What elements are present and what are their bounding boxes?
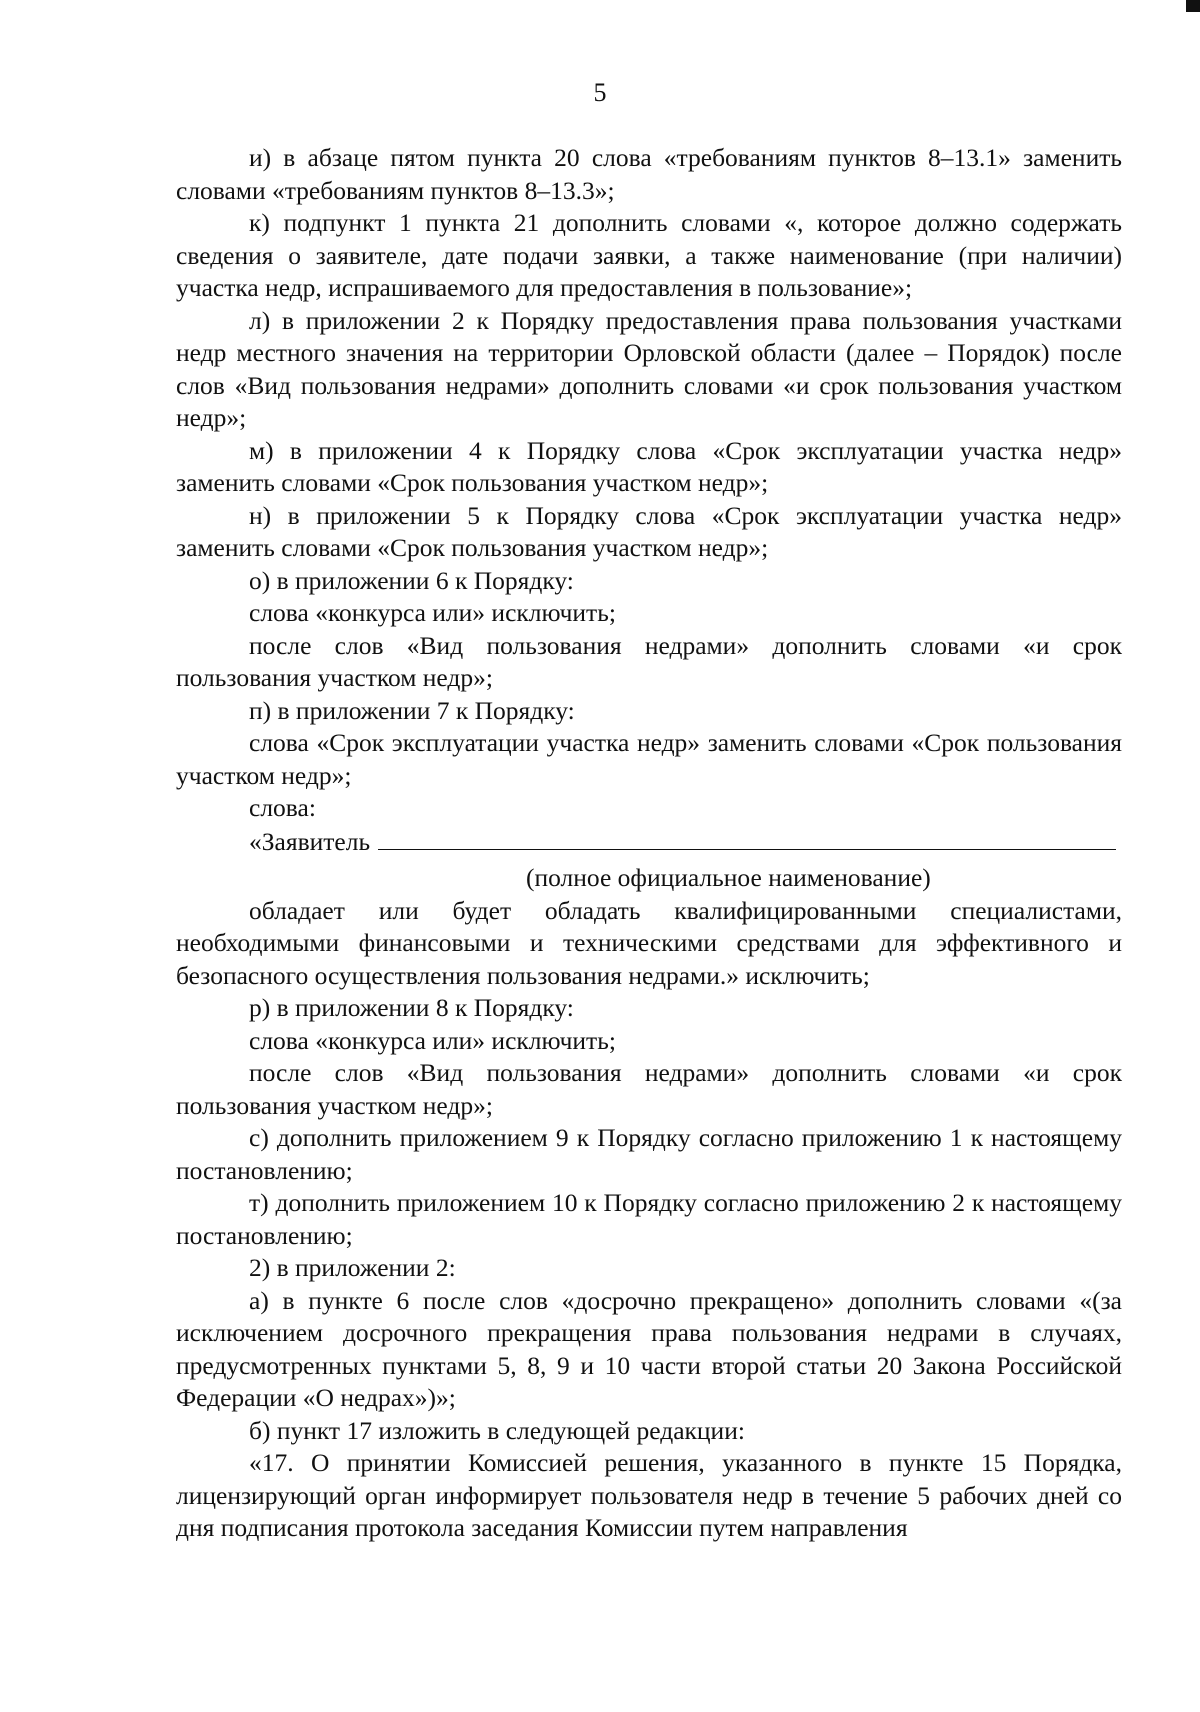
paragraph-r-1: слова «конкурса или» исключить;: [249, 1025, 616, 1055]
paragraph-r: р) в приложении 8 к Порядку:: [249, 993, 574, 1022]
paragraph-o: о) в приложении 6 к Порядку:: [249, 565, 574, 595]
paragraph-2: 2) в приложении 2:: [249, 1253, 456, 1282]
paragraph-p-3: обладает или будет обладать квалифицированными специалистами, необходимыми финансовыми и техническими средствами для эффективного и безопасного осуществления пользования недрами.» исключить;: [176, 895, 1122, 990]
paragraph-o-1: слова «конкурса или» исключить;: [249, 598, 616, 627]
applicant-label: «Заявитель: [249, 826, 371, 856]
paragraph-r-2: после слов «Вид пользования недрами» дополнить словами «и срок пользования участком недр»;: [176, 1058, 1122, 1120]
page-number: 5: [593, 78, 607, 107]
paragraph-k: к) подпункт 1 пункта 21 дополнить словами «, которое должно содержать сведения о заявителе, дате подачи заявки, а также наименование (при наличии) участка недр, испрашиваемого для предоставления в пользование»;: [176, 208, 1122, 302]
paragraph-p-2: слова:: [249, 793, 316, 822]
scan-edge-mark: [1186, 0, 1200, 12]
paragraph-l: л) в приложении 2 к Порядку предоставления права пользования участками недр местного значения на территории Орловской области (далее – Порядок) после слов «Вид пользования недрами» дополнить словами «и срок пользования участком недр»;: [176, 305, 1122, 432]
applicant-form-line: [176, 825, 1122, 859]
document-body: [176, 142, 1122, 1545]
applicant-blank-line: [378, 825, 1116, 850]
applicant-caption: (полное официальное наименование): [526, 863, 931, 892]
paragraph-2-a: а) в пункте 6 после слов «досрочно прекращено» дополнить словами «(за исключением досрочного прекращения права пользования недрами в случаях, предусмотренных пунктами 5, 8, 9 и 10 части второй статьи 20 Закона Российской Федерации «О недрах»)»;: [176, 1285, 1122, 1412]
paragraph-2-b: б) пункт 17 изложить в следующей редакции:: [249, 1415, 745, 1445]
paragraph-m: м) в приложении 4 к Порядку слова «Срок эксплуатации участка недр» заменить словами «Срок пользования участком недр»;: [176, 435, 1122, 497]
paragraph-t: т) дополнить приложением 10 к Порядку согласно приложению 2 к настоящему постановлению;: [176, 1188, 1122, 1250]
paragraph-p: п) в приложении 7 к Порядку:: [249, 695, 575, 725]
paragraph-s: с) дополнить приложением 9 к Порядку согласно приложению 1 к настоящему постановлению;: [176, 1123, 1122, 1185]
paragraph-i: и) в абзаце пятом пункта 20 слова «требованиям пунктов 8–13.1» заменить словами «требованиям пунктов 8–13.3»;: [176, 143, 1122, 205]
paragraph-o-2: после слов «Вид пользования недрами» дополнить словами «и срок пользования участком недр»;: [176, 630, 1122, 692]
paragraph-n: н) в приложении 5 к Порядку слова «Срок эксплуатации участка недр» заменить словами «Срок пользования участком недр»;: [176, 500, 1122, 562]
paragraph-17: «17. О принятии Комиссией решения, указанного в пункте 15 Порядка, лицензирующий орган информирует пользователя недр в течение 5 рабочих дней со дня подписания протокола заседания Комиссии путем направления: [176, 1448, 1122, 1542]
paragraph-p-1: слова «Срок эксплуатации участка недр» заменить словами «Срок пользования участком недр»;: [176, 728, 1122, 790]
